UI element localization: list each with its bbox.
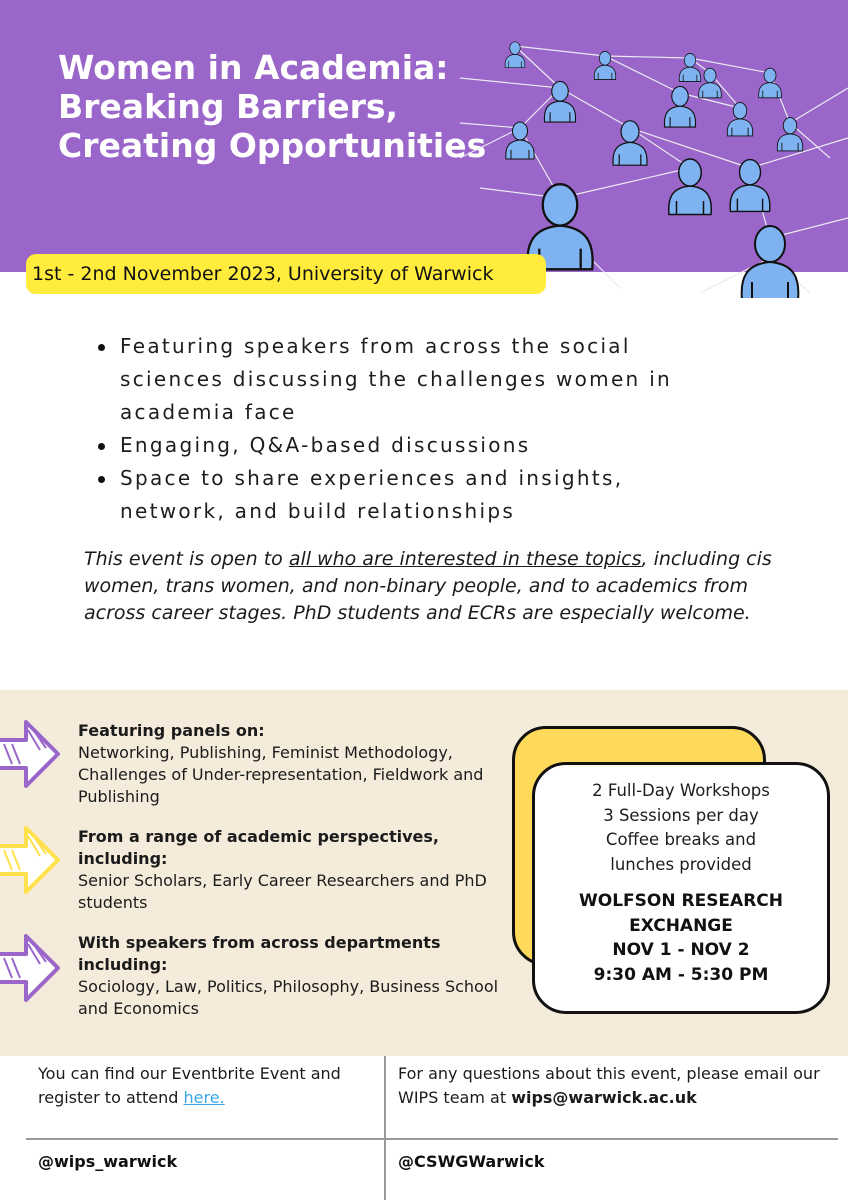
feature-perspectives: [78, 826, 508, 914]
venue-line: EXCHANGE: [629, 915, 733, 936]
feature-heading: From a range of academic perspectives, including:: [78, 827, 439, 868]
person-icon: [613, 121, 647, 165]
page-title: Women in Academia: Breaking Barriers, Creating Opportunities: [58, 48, 487, 165]
list-item-text: Engaging, Q&A-based discussions: [120, 433, 531, 457]
venue-line: 9:30 AM - 5:30 PM: [593, 964, 769, 985]
feature-text: Networking, Publishing, Feminist Methodology, Challenges of Under-representation, Fieldwork and Publishing: [78, 743, 484, 806]
arrow-right-icon: [0, 716, 62, 792]
card-info: [535, 779, 827, 877]
card-info-line: Coffee breaks and: [605, 830, 757, 849]
list-item: [100, 330, 720, 429]
person-icon: [742, 226, 799, 298]
eventbrite-link[interactable]: here.: [183, 1088, 225, 1107]
contact-note: [398, 1062, 828, 1110]
header-banner: [0, 0, 848, 272]
person-icon: [730, 160, 770, 212]
social-handle-cswg[interactable]: @CSWGWarwick: [398, 1152, 545, 1171]
venue-line: NOV 1 - NOV 2: [612, 940, 750, 960]
feature-departments: [78, 932, 508, 1020]
feature-text: Senior Scholars, Early Career Researchers and PhD students: [78, 871, 487, 912]
card-venue: [535, 889, 827, 987]
footer-divider-horizontal: [26, 1138, 838, 1140]
intro-underlined-text: all who are interested in these topics: [288, 548, 642, 570]
person-icon: [759, 68, 782, 98]
date-location-text: 1st - 2nd November 2023, University of Warwick: [32, 263, 494, 285]
card-info-line: lunches provided: [610, 854, 752, 874]
card-info-line: 3 Sessions per day: [603, 805, 759, 825]
eventbrite-text: You can find our Eventbrite Event and register to attend: [38, 1064, 341, 1107]
person-icon: [669, 159, 712, 215]
footer-divider-vertical: [384, 1056, 386, 1200]
social-handle-wips[interactable]: @wips_warwick: [38, 1152, 178, 1171]
contact-text: For any questions about this event, please email our WIPS team at: [398, 1064, 820, 1107]
eventbrite-note: [38, 1062, 368, 1110]
date-location-badge: [26, 254, 546, 294]
list-item-text: Space to share experiences and insights, network, and build relationships: [120, 466, 624, 523]
venue-line: WOLFSON RESEARCH: [579, 891, 783, 911]
bullet-icon: [98, 476, 105, 483]
intro-paragraph: [84, 546, 774, 627]
feature-text: Sociology, Law, Politics, Philosophy, Business School and Economics: [78, 977, 499, 1018]
highlights-list: [100, 330, 720, 528]
person-icon: [664, 86, 695, 127]
feature-panels: [78, 720, 508, 808]
intro-text-start: This event is open to: [84, 548, 289, 570]
feature-heading: Featuring panels on:: [78, 721, 265, 740]
list-item-text: Featuring speakers from across the social sciences discussing the challenges women in academia face: [120, 334, 673, 424]
person-icon: [727, 103, 753, 136]
person-icon: [505, 42, 525, 68]
bullet-icon: [98, 443, 105, 450]
arrow-right-icon: [0, 930, 62, 1006]
person-icon: [777, 118, 803, 151]
list-item: [100, 429, 720, 462]
card-info-line: 2 Full-Day Workshops: [592, 781, 770, 800]
list-item: [100, 462, 720, 528]
contact-email[interactable]: wips@warwick.ac.uk: [511, 1088, 697, 1107]
intro-text-end: , including cis women, trans women, and non-binary people, and to academics from across career stages. PhD students and ECRs are especially welcome.: [84, 548, 772, 624]
bullet-icon: [98, 344, 105, 351]
feature-heading: With speakers from across departments including:: [78, 933, 441, 974]
event-info-card: [532, 762, 830, 1014]
arrow-right-icon: [0, 822, 62, 898]
